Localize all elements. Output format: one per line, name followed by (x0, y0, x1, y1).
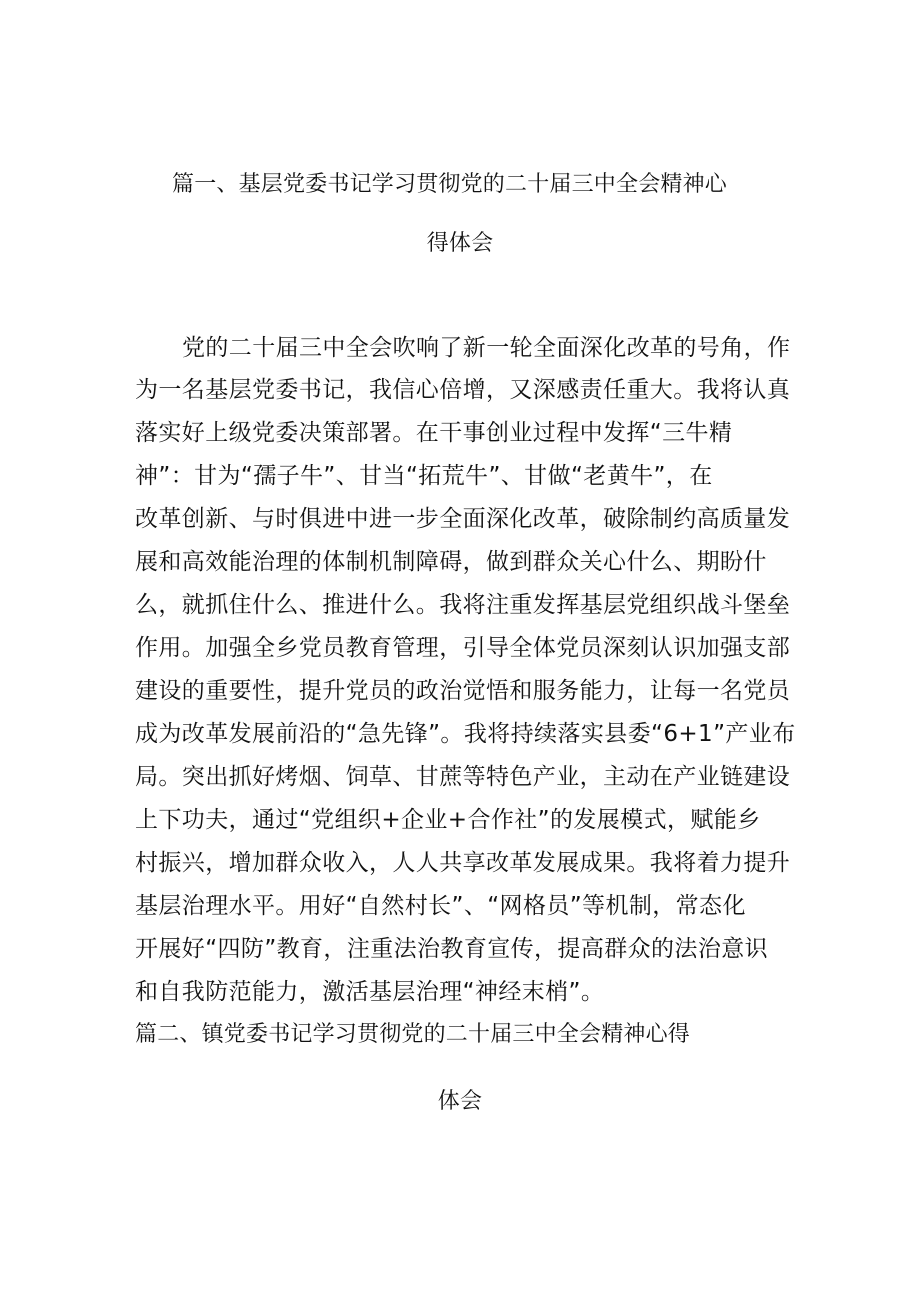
body-line: 基层治理水平。用好“自然村长”、“网格员”等机制，常态化 (135, 893, 746, 919)
section2-title-line1: 篇二、镇党委书记学习贯彻党的二十届三中全会精神心得 (135, 1022, 691, 1047)
body-line: 村振兴，增加群众收入，人人共享改革发展成果。我将着力提升 (135, 850, 791, 876)
body-line: 作用。加强全乡党员教育管理，引导全体党员深刻认识加强支部 (135, 635, 791, 661)
body-line: 么，就抓住什么、推进什么。我将注重发挥基层党组织战斗堡垒 (135, 592, 791, 618)
body-line: 神”：甘为“孺子牛”、甘当“拓荒牛”、甘做“老黄牛”，在 (135, 463, 713, 489)
body-line: 落实好上级党委决策部署。在干事创业过程中发挥“三牛精 (135, 420, 733, 446)
body-line: 局。突出抓好烤烟、饲草、甘蔗等特色产业，主动在产业链建设 (135, 764, 791, 790)
body-line: 和自我防范能力，激活基层治理“神经末梢”。 (135, 979, 605, 1005)
body-line: 改革创新、与时俱进中进一步全面深化改革，破除制约高质量发 (135, 506, 791, 532)
section2-title-line2: 体会 (437, 1089, 483, 1114)
body-line: 为一名基层党委书记，我信心倍增，又深感责任重大。我将认真 (135, 377, 791, 403)
body-line: 成为改革发展前沿的“急先锋”。我将持续落实县委“6+1”产业布 (135, 721, 796, 747)
body-line: 展和高效能治理的体制机制障碍，做到群众关心什么、期盼什 (135, 549, 767, 575)
section1-title-line1: 篇一、基层党委书记学习贯彻党的二十届三中全会精神心 (172, 172, 728, 197)
body-line: 开展好“四防”教育，注重法治教育宣传，提高群众的法治意识 (135, 936, 769, 962)
body-line: 上下功夫，通过“党组织+企业+合作社”的发展模式，赋能乡 (135, 807, 761, 833)
body-line: 党的二十届三中全会吹响了新一轮全面深化改革的号角，作 (182, 335, 791, 361)
body-line: 建设的重要性，提升党员的政治觉悟和服务能力，让每一名党员 (135, 678, 791, 704)
section1-title-line2: 得体会 (426, 231, 494, 256)
